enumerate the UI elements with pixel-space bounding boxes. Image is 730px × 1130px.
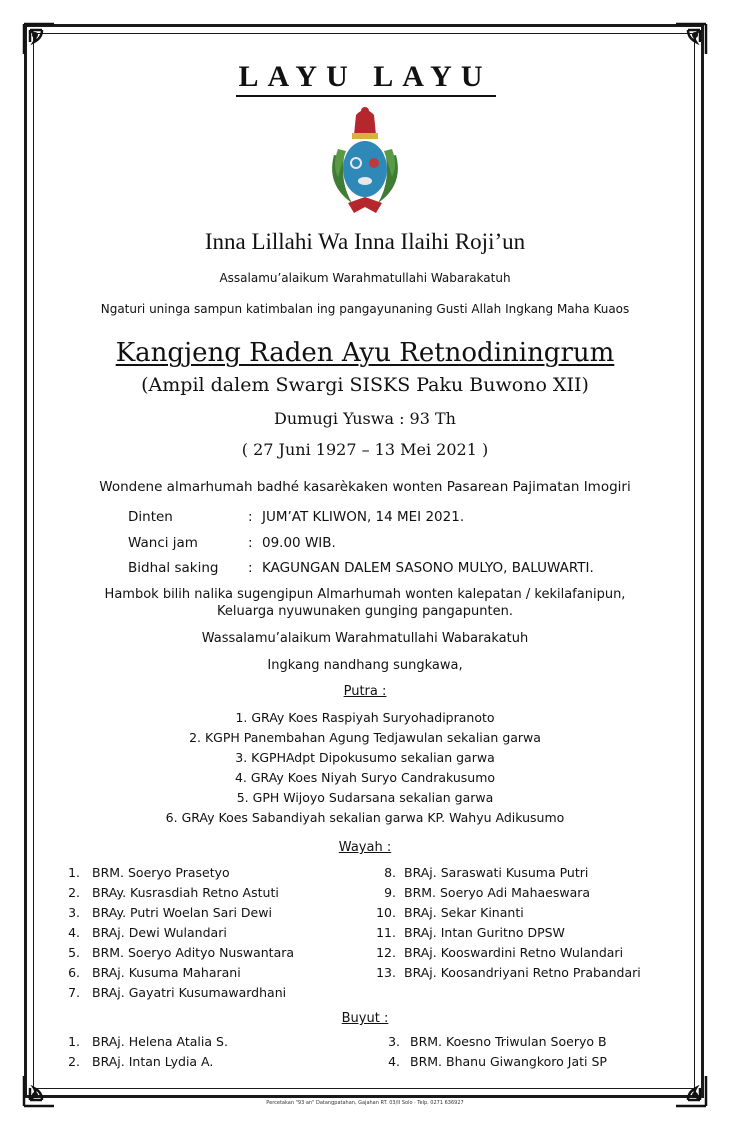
list-item: BRAj. Dewi Wulandari <box>92 925 227 940</box>
list-item: 6. GRAy Koes Sabandiyah sekalian garwa KP. Wahyu Adikusumo <box>165 810 565 825</box>
putra-heading: Putra : <box>343 684 387 699</box>
item-number: 3. <box>388 1034 400 1049</box>
item-number: 4. <box>388 1054 400 1069</box>
inna-lillahi-heading: Inna Lillahi Wa Inna Ilaihi Roji’un <box>204 229 526 254</box>
announcement-text: Ngaturi uninga sampun katimbalan ing pangayunaning Gusti Allah Ingkang Maha Kuaos <box>100 302 630 316</box>
list-item: BRAj. Kooswardini Retno Wulandari <box>404 945 624 960</box>
info-colon: : <box>248 560 253 576</box>
info-value: KAGUNGAN DALEM SASONO MULYO, BALUWARTI. <box>262 560 594 576</box>
info-value: 09.00 WIB. <box>262 535 336 551</box>
signed-by: Ingkang nandhang sungkawa, <box>267 658 463 673</box>
item-number: 11. <box>376 925 396 940</box>
item-number: 1. <box>68 865 80 880</box>
royal-crest-icon <box>322 105 408 221</box>
deceased-dates: ( 27 Juni 1927 – 13 Mei 2021 ) <box>241 440 489 459</box>
wayah-heading: Wayah : <box>338 840 392 855</box>
list-item: BRAj. Sekar Kinanti <box>404 905 524 920</box>
salam-closing: Wassalamu’alaikum Warahmatullahi Wabarakatuh <box>201 631 529 646</box>
info-colon: : <box>248 535 253 551</box>
item-number: 6. <box>68 965 80 980</box>
list-item: 2. KGPH Panembahan Agung Tedjawulan sekalian garwa <box>189 730 541 745</box>
list-item: BRAj. Saraswati Kusuma Putri <box>404 865 589 880</box>
list-item: BRAj. Intan Guritno DPSW <box>404 925 565 940</box>
deceased-relation: (Ampil dalem Swargi SISKS Paku Buwono XII) <box>141 374 589 396</box>
list-item: 1. GRAy Koes Raspiyah Suryohadipranoto <box>235 710 495 725</box>
info-value: JUM’AT KLIWON, 14 MEI 2021. <box>262 509 465 525</box>
list-item: BRM. Soeryo Prasetyo <box>92 865 230 880</box>
buyut-heading: Buyut : <box>341 1011 389 1026</box>
list-item: BRAy. Kusrasdiah Retno Astuti <box>92 885 279 900</box>
page-title: LAYU LAYU <box>238 60 492 93</box>
deceased-name: Kangjeng Raden Ayu Retnodiningrum <box>115 338 615 368</box>
title-underline <box>236 95 496 97</box>
list-item: 5. GPH Wijoyo Sudarsana sekalian garwa <box>236 790 494 805</box>
item-number: 2. <box>68 1054 80 1069</box>
info-label: Dinten <box>128 509 173 525</box>
item-number: 8. <box>384 865 396 880</box>
corner-ornament-icon <box>22 22 56 56</box>
list-item: BRAj. Koosandriyani Retno Prabandari <box>404 965 641 980</box>
list-item: BRAj. Helena Atalia S. <box>92 1034 228 1049</box>
item-number: 13. <box>376 965 396 980</box>
list-item: BRM. Bhanu Giwangkoro Jati SP <box>410 1054 607 1069</box>
info-label: Wanci jam <box>128 535 198 551</box>
apology-line: Hambok bilih nalika sugengipun Almarhumah wonten kalepatan / kekilafanipun, <box>104 587 626 602</box>
item-number: 7. <box>68 985 80 1000</box>
deceased-age: Dumugi Yuswa : 93 Th <box>274 409 456 428</box>
info-colon: : <box>248 509 253 525</box>
info-label: Bidhal saking <box>128 560 219 576</box>
item-number: 3. <box>68 905 80 920</box>
item-number: 12. <box>376 945 396 960</box>
list-item: BRAj. Gayatri Kusumawardhani <box>92 985 287 1000</box>
item-number: 2. <box>68 885 80 900</box>
item-number: 1. <box>68 1034 80 1049</box>
burial-intro: Wondene almarhumah badhé kasarèkaken wonten Pasarean Pajimatan Imogiri <box>99 479 631 495</box>
list-item: 3. KGPHAdpt Dipokusumo sekalian garwa <box>235 750 495 765</box>
list-item: BRM. Soeryo Adityo Nuswantara <box>92 945 295 960</box>
printer-footer: Percetakan "93 an" Datangpatahan, Gajahan RT. 03/II Solo · Telp. 0271 636927 <box>266 1100 464 1106</box>
item-number: 4. <box>68 925 80 940</box>
list-item: BRM. Koesno Triwulan Soeryo B <box>410 1034 607 1049</box>
list-item: 4. GRAy Koes Niyah Suryo Candrakusumo <box>234 770 496 785</box>
corner-ornament-icon <box>674 22 708 56</box>
list-item: BRM. Soeryo Adi Mahaeswara <box>404 885 591 900</box>
item-number: 5. <box>68 945 80 960</box>
apology-line: Keluarga nyuwunaken gunging pangapunten. <box>217 604 513 619</box>
item-number: 9. <box>384 885 396 900</box>
item-number: 10. <box>376 905 396 920</box>
salam-opening: Assalamu’alaikum Warahmatullahi Wabarakatuh <box>219 271 511 285</box>
list-item: BRAj. Intan Lydia A. <box>92 1054 214 1069</box>
list-item: BRAy. Putri Woelan Sari Dewi <box>92 905 272 920</box>
list-item: BRAj. Kusuma Maharani <box>92 965 241 980</box>
